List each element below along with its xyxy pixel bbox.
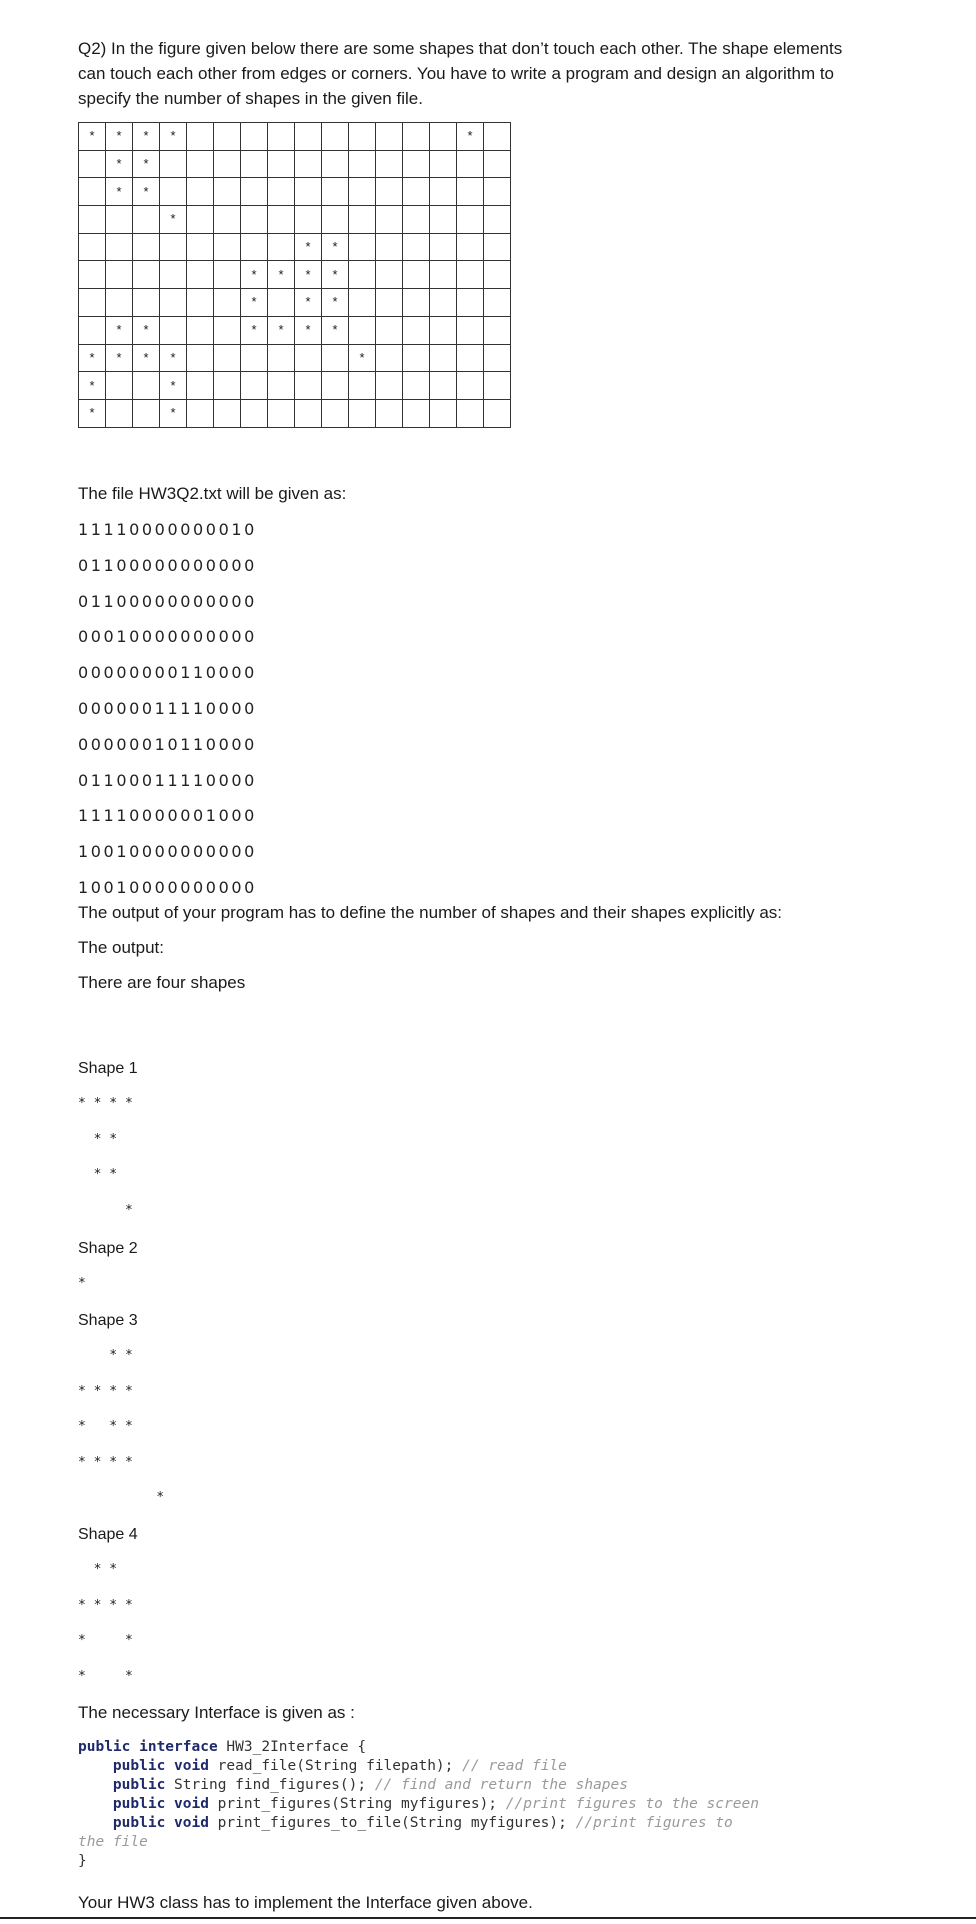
grid-cell bbox=[403, 150, 430, 178]
grid-cell bbox=[268, 178, 295, 206]
grid-cell bbox=[214, 289, 241, 317]
shape-row: * bbox=[78, 1202, 133, 1218]
grid-cell bbox=[484, 150, 511, 178]
grid-cell: * bbox=[241, 316, 268, 344]
grid-cell: * bbox=[79, 344, 106, 372]
grid-cell bbox=[349, 399, 376, 427]
grid-cell bbox=[457, 344, 484, 372]
shape-row: * * bbox=[78, 1668, 133, 1684]
grid-cell bbox=[457, 233, 484, 261]
grid-cell bbox=[295, 150, 322, 178]
grid-cell bbox=[403, 372, 430, 400]
grid-row bbox=[79, 150, 511, 178]
grid-cell bbox=[187, 233, 214, 261]
grid-cell bbox=[214, 150, 241, 178]
grid-cell bbox=[187, 399, 214, 427]
code-comment: // read file bbox=[462, 1758, 567, 1774]
grid-cell bbox=[484, 123, 511, 151]
grid-cell bbox=[214, 206, 241, 234]
grid-cell bbox=[376, 316, 403, 344]
grid-cell: * bbox=[268, 261, 295, 289]
grid-cell: * bbox=[268, 316, 295, 344]
grid-cell bbox=[268, 206, 295, 234]
grid-cell bbox=[241, 150, 268, 178]
grid-cell: * bbox=[133, 178, 160, 206]
grid-cell bbox=[106, 289, 133, 317]
shape-row: * * * * bbox=[78, 1096, 133, 1111]
grid-cell: * bbox=[133, 150, 160, 178]
grid-row bbox=[79, 206, 511, 234]
grid-cell bbox=[214, 178, 241, 206]
code-comment: //print figures to the screen bbox=[505, 1796, 759, 1812]
grid-cell bbox=[376, 233, 403, 261]
file-line: 11110000000010 bbox=[78, 520, 257, 539]
grid-cell bbox=[403, 316, 430, 344]
code-text: print_figures(String myfigures); bbox=[208, 1796, 506, 1812]
grid-cell bbox=[484, 316, 511, 344]
grid-cell bbox=[241, 233, 268, 261]
grid-cell bbox=[349, 261, 376, 289]
grid-cell: * bbox=[322, 233, 349, 261]
grid-cell bbox=[322, 150, 349, 178]
grid-row bbox=[79, 316, 511, 344]
grid-row bbox=[79, 372, 511, 400]
grid-cell bbox=[484, 178, 511, 206]
grid-row bbox=[79, 289, 511, 317]
grid-cell bbox=[484, 233, 511, 261]
grid-cell bbox=[214, 344, 241, 372]
file-line: 01100000000000 bbox=[78, 555, 257, 575]
shape-grid bbox=[78, 122, 511, 428]
grid-cell bbox=[430, 123, 457, 151]
grid-cell: * bbox=[295, 233, 322, 261]
shape-row: * * * bbox=[78, 1419, 133, 1434]
grid-cell bbox=[133, 261, 160, 289]
code-text: print_figures_to_file(String myfigures); bbox=[208, 1815, 576, 1831]
grid-cell bbox=[295, 206, 322, 234]
grid-cell: * bbox=[160, 399, 187, 427]
grid-cell bbox=[187, 261, 214, 289]
grid-cell bbox=[160, 150, 187, 178]
grid-cell bbox=[133, 372, 160, 400]
grid-cell bbox=[268, 289, 295, 317]
grid-cell: * bbox=[79, 123, 106, 151]
grid-cell: * bbox=[79, 399, 106, 427]
grid-cell bbox=[484, 344, 511, 372]
grid-cell bbox=[376, 372, 403, 400]
grid-cell: * bbox=[133, 123, 160, 151]
grid-cell bbox=[268, 233, 295, 261]
shape-title: Shape 3 bbox=[78, 1312, 138, 1329]
grid-cell bbox=[322, 178, 349, 206]
grid-cell bbox=[484, 206, 511, 234]
grid-cell: * bbox=[349, 344, 376, 372]
grid-cell bbox=[295, 372, 322, 400]
grid-cell: * bbox=[295, 261, 322, 289]
code-text: String find_figures(); bbox=[165, 1777, 375, 1793]
shape-row: * * * * bbox=[78, 1597, 133, 1613]
grid-cell: * bbox=[241, 289, 268, 317]
grid-cell bbox=[106, 261, 133, 289]
grid-cell bbox=[160, 289, 187, 317]
grid-cell bbox=[160, 233, 187, 261]
grid-cell bbox=[457, 206, 484, 234]
grid-cell bbox=[376, 123, 403, 151]
output-intro: The output of your program has to define the number of shapes and their shapes explicitly as: bbox=[78, 903, 783, 922]
grid-cell bbox=[79, 150, 106, 178]
grid-row bbox=[79, 344, 511, 372]
grid-row bbox=[79, 261, 511, 289]
shape-row: * * bbox=[78, 1131, 118, 1147]
grid-cell bbox=[457, 178, 484, 206]
grid-cell bbox=[268, 123, 295, 151]
grid-cell: * bbox=[322, 316, 349, 344]
grid-cell bbox=[430, 261, 457, 289]
grid-cell bbox=[241, 178, 268, 206]
grid-cell bbox=[322, 372, 349, 400]
grid-cell: * bbox=[106, 150, 133, 178]
grid-cell bbox=[106, 399, 133, 427]
code-text: HW3_2Interface { bbox=[217, 1739, 367, 1755]
shape-row: * * * * bbox=[78, 1383, 133, 1399]
grid-cell bbox=[214, 123, 241, 151]
grid-cell bbox=[79, 289, 106, 317]
grid-cell bbox=[403, 123, 430, 151]
grid-cell: * bbox=[160, 206, 187, 234]
shape-row: * * bbox=[78, 1167, 118, 1182]
file-line: 11110000001000 bbox=[78, 806, 257, 826]
grid-cell: * bbox=[241, 261, 268, 289]
grid-row bbox=[79, 399, 511, 427]
file-line: 01100000000000 bbox=[78, 591, 257, 611]
grid-cell: * bbox=[133, 316, 160, 344]
grid-cell bbox=[268, 372, 295, 400]
grid-cell bbox=[403, 206, 430, 234]
grid-cell bbox=[295, 178, 322, 206]
code-keyword: public void bbox=[112, 1815, 209, 1831]
code-comment: the file bbox=[78, 1834, 148, 1850]
grid-cell bbox=[349, 233, 376, 261]
grid-cell bbox=[133, 399, 160, 427]
grid-cell bbox=[484, 261, 511, 289]
grid-cell bbox=[214, 399, 241, 427]
question-line: Q2) In the figure given below there are some shapes that don’t touch each other. The shape elements bbox=[78, 39, 843, 58]
grid-cell bbox=[430, 372, 457, 400]
grid-cell bbox=[430, 289, 457, 317]
grid-cell bbox=[403, 399, 430, 427]
grid-cell bbox=[79, 316, 106, 344]
file-line: 10010000000000 bbox=[78, 878, 257, 897]
grid-cell bbox=[322, 399, 349, 427]
code-keyword: public bbox=[112, 1777, 166, 1793]
grid-cell bbox=[187, 372, 214, 400]
code-text: read_file(String filepath); bbox=[208, 1758, 463, 1774]
grid-cell bbox=[160, 178, 187, 206]
grid-cell bbox=[106, 206, 133, 234]
grid-cell bbox=[295, 344, 322, 372]
code-comment: //print figures to bbox=[575, 1815, 733, 1831]
grid-cell bbox=[430, 178, 457, 206]
code-comment: // find and return the shapes bbox=[374, 1777, 628, 1793]
shape-row: * * bbox=[78, 1633, 133, 1648]
file-intro: The file HW3Q2.txt will be given as: bbox=[78, 484, 347, 503]
grid-cell bbox=[268, 150, 295, 178]
grid-cell: * bbox=[457, 123, 484, 151]
grid-cell bbox=[376, 150, 403, 178]
grid-cell bbox=[430, 316, 457, 344]
grid-cell bbox=[187, 178, 214, 206]
shape-row: * * bbox=[78, 1348, 133, 1363]
grid-cell bbox=[376, 399, 403, 427]
grid-cell bbox=[187, 344, 214, 372]
file-line: 10010000000000 bbox=[78, 842, 257, 862]
grid-cell bbox=[268, 399, 295, 427]
grid-cell bbox=[160, 316, 187, 344]
shape-row: * * bbox=[78, 1562, 118, 1577]
grid-cell: * bbox=[160, 123, 187, 151]
grid-cell bbox=[241, 399, 268, 427]
grid-cell bbox=[430, 150, 457, 178]
question-text bbox=[78, 36, 878, 111]
grid-cell bbox=[484, 372, 511, 400]
grid-cell bbox=[322, 344, 349, 372]
code-keyword: public interface bbox=[78, 1739, 218, 1755]
grid-row bbox=[79, 178, 511, 206]
grid-row bbox=[79, 233, 511, 261]
grid-cell bbox=[457, 150, 484, 178]
file-line: 00000011110000 bbox=[78, 699, 257, 718]
output-label: The output: bbox=[78, 938, 165, 957]
grid-cell: * bbox=[295, 316, 322, 344]
grid-cell bbox=[187, 123, 214, 151]
grid-cell: * bbox=[106, 123, 133, 151]
grid-cell bbox=[133, 289, 160, 317]
grid-cell bbox=[457, 316, 484, 344]
grid-cell bbox=[79, 206, 106, 234]
grid-cell bbox=[376, 289, 403, 317]
grid-cell: * bbox=[160, 344, 187, 372]
shape-row: * * * * bbox=[78, 1454, 133, 1470]
grid-cell bbox=[349, 123, 376, 151]
grid-cell bbox=[160, 261, 187, 289]
grid-cell bbox=[214, 372, 241, 400]
grid-cell: * bbox=[106, 178, 133, 206]
file-line: 00010000000000 bbox=[78, 627, 257, 647]
grid-cell bbox=[241, 372, 268, 400]
grid-cell bbox=[376, 178, 403, 206]
grid-cell bbox=[133, 206, 160, 234]
code-keyword: public void bbox=[112, 1796, 209, 1812]
grid-cell bbox=[403, 289, 430, 317]
closing-text: Your HW3 class has to implement the Interface given above. bbox=[78, 1893, 533, 1912]
grid-cell bbox=[349, 372, 376, 400]
grid-cell bbox=[457, 399, 484, 427]
grid-cell bbox=[457, 289, 484, 317]
grid-cell bbox=[187, 316, 214, 344]
grid-cell bbox=[484, 399, 511, 427]
question-line: specify the number of shapes in the given file. bbox=[78, 89, 423, 108]
grid-cell bbox=[295, 123, 322, 151]
grid-cell bbox=[430, 233, 457, 261]
interface-code bbox=[78, 1738, 759, 1871]
grid-cell bbox=[403, 233, 430, 261]
grid-cell bbox=[484, 289, 511, 317]
grid-cell bbox=[79, 233, 106, 261]
grid-cell: * bbox=[322, 261, 349, 289]
grid-cell bbox=[376, 206, 403, 234]
code-text: } bbox=[78, 1853, 87, 1869]
question-line: can touch each other from edges or corners. You have to write a program and design an algorithm to bbox=[78, 64, 835, 83]
grid-cell bbox=[376, 344, 403, 372]
grid-cell bbox=[457, 261, 484, 289]
grid-cell bbox=[457, 372, 484, 400]
grid-cell: * bbox=[322, 289, 349, 317]
grid-cell bbox=[106, 233, 133, 261]
grid-cell bbox=[430, 399, 457, 427]
file-line: 00000000110000 bbox=[78, 663, 257, 683]
grid-cell bbox=[295, 399, 322, 427]
grid-cell bbox=[268, 344, 295, 372]
grid-cell bbox=[376, 261, 403, 289]
grid-cell bbox=[241, 344, 268, 372]
grid-cell: * bbox=[106, 344, 133, 372]
file-line: 00000010110000 bbox=[78, 734, 257, 754]
page-bottom-rule bbox=[0, 1917, 976, 1919]
grid-cell: * bbox=[295, 289, 322, 317]
grid-cell bbox=[430, 344, 457, 372]
grid-cell bbox=[349, 206, 376, 234]
shape-title: Shape 1 bbox=[78, 1060, 138, 1077]
grid-cell bbox=[133, 233, 160, 261]
grid-cell bbox=[349, 289, 376, 317]
grid-cell bbox=[214, 316, 241, 344]
grid-cell bbox=[322, 206, 349, 234]
grid-cell bbox=[403, 261, 430, 289]
shape-title: Shape 2 bbox=[78, 1240, 138, 1257]
file-line: 01100011110000 bbox=[78, 770, 257, 790]
grid-cell bbox=[79, 178, 106, 206]
grid-cell bbox=[349, 150, 376, 178]
grid-cell bbox=[349, 316, 376, 344]
grid-cell bbox=[187, 289, 214, 317]
grid-cell bbox=[349, 178, 376, 206]
shape-row: * bbox=[78, 1276, 86, 1291]
grid-cell bbox=[241, 123, 268, 151]
grid-cell bbox=[241, 206, 268, 234]
grid-cell: * bbox=[160, 372, 187, 400]
grid-row bbox=[79, 123, 511, 151]
code-keyword: public void bbox=[112, 1758, 209, 1774]
interface-intro: The necessary Interface is given as : bbox=[78, 1703, 355, 1722]
grid-cell bbox=[79, 261, 106, 289]
grid-cell bbox=[214, 261, 241, 289]
grid-cell: * bbox=[106, 316, 133, 344]
grid-cell bbox=[403, 344, 430, 372]
grid-cell: * bbox=[133, 344, 160, 372]
output-result: There are four shapes bbox=[78, 973, 246, 992]
grid-cell bbox=[430, 206, 457, 234]
shape-title: Shape 4 bbox=[78, 1526, 138, 1543]
grid-cell bbox=[403, 178, 430, 206]
shape-row: * bbox=[78, 1490, 165, 1505]
grid-cell bbox=[106, 372, 133, 400]
grid-cell bbox=[322, 123, 349, 151]
grid-cell bbox=[187, 206, 214, 234]
grid-cell: * bbox=[79, 372, 106, 400]
grid-cell bbox=[187, 150, 214, 178]
grid-cell bbox=[214, 233, 241, 261]
